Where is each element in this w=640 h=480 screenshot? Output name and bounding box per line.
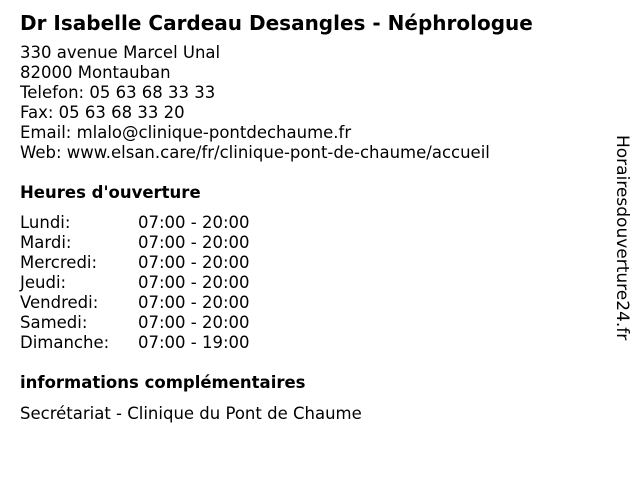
time-range: 07:00 - 20:00 (138, 273, 250, 292)
time-range: 07:00 - 20:00 (138, 213, 250, 232)
hours-row-wednesday (20, 253, 250, 273)
additional-info-text: Secrétariat - Clinique du Pont de Chaume (20, 404, 362, 423)
site-brand-vertical: Horairesdouverture24.fr (612, 135, 632, 341)
address-street: 330 avenue Marcel Unal (20, 43, 221, 62)
day-label: Jeudi: (20, 273, 67, 292)
hours-row-friday (20, 293, 250, 313)
opening-hours-heading: Heures d'ouverture (20, 183, 201, 202)
website-url: Web: www.elsan.care/fr/clinique-pont-de-chaume/accueil (20, 143, 490, 162)
day-label: Samedi: (20, 313, 88, 332)
time-range: 07:00 - 19:00 (138, 333, 250, 352)
phone-number: Telefon: 05 63 68 33 33 (20, 83, 216, 102)
page-title: Dr Isabelle Cardeau Desangles - Néphrologue (20, 11, 533, 35)
time-range: 07:00 - 20:00 (138, 253, 250, 272)
address-city: 82000 Montauban (20, 63, 171, 82)
day-label: Vendredi: (20, 293, 99, 312)
fax-number: Fax: 05 63 68 33 20 (20, 103, 185, 122)
contact-block (20, 43, 490, 163)
opening-hours-table (20, 213, 250, 353)
day-label: Lundi: (20, 213, 71, 232)
hours-row-thursday (20, 273, 250, 293)
time-range: 07:00 - 20:00 (138, 293, 250, 312)
time-range: 07:00 - 20:00 (138, 313, 250, 332)
day-label: Dimanche: (20, 333, 110, 352)
hours-row-tuesday (20, 233, 250, 253)
hours-row-saturday (20, 313, 250, 333)
additional-info-heading: informations complémentaires (20, 373, 306, 392)
hours-row-sunday (20, 333, 250, 353)
day-label: Mercredi: (20, 253, 98, 272)
hours-row-monday (20, 213, 250, 233)
email-address: Email: mlalo@clinique-pontdechaume.fr (20, 123, 352, 142)
time-range: 07:00 - 20:00 (138, 233, 250, 252)
day-label: Mardi: (20, 233, 72, 252)
